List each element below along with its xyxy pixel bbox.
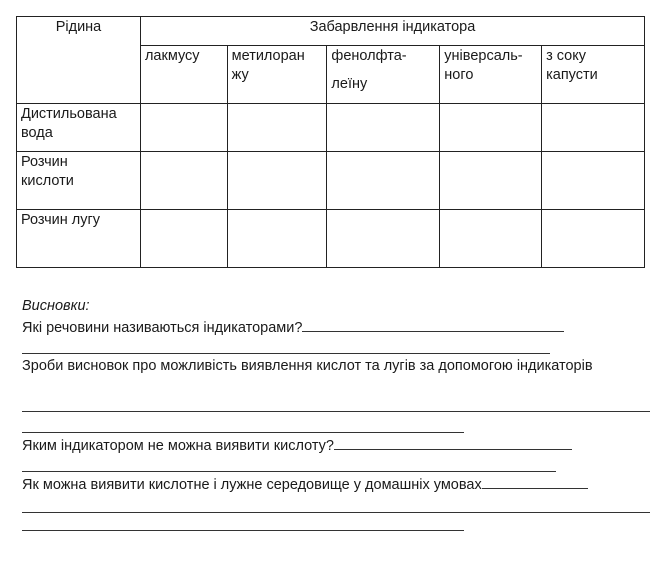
question-1-line xyxy=(22,318,564,337)
question-4-line xyxy=(22,475,588,494)
empty-cell[interactable] xyxy=(140,210,227,268)
answer-1-blank[interactable] xyxy=(302,318,564,332)
indicator-phenolphthalein-line2: леїну xyxy=(331,76,368,92)
indicator-cabbage xyxy=(542,46,645,104)
question-1: Які речовини називаються індикаторами? xyxy=(22,320,303,336)
answer-2-line-2[interactable] xyxy=(22,432,464,433)
indicator-universal-line2: ного xyxy=(444,67,474,83)
indicator-phenolphthalein-line1: фенолфта- xyxy=(331,48,407,64)
answer-1-line[interactable] xyxy=(22,353,550,354)
empty-cell[interactable] xyxy=(227,104,327,152)
answer-4-line-1[interactable] xyxy=(22,512,650,513)
header-indicator-color-text: Забарвлення індикатора xyxy=(309,19,476,35)
empty-cell[interactable] xyxy=(440,152,542,210)
empty-cell[interactable] xyxy=(227,210,327,268)
empty-cell[interactable] xyxy=(542,152,645,210)
empty-cell[interactable] xyxy=(440,210,542,268)
indicator-litmus xyxy=(140,46,227,104)
empty-cell[interactable] xyxy=(327,104,440,152)
question-4: Як можна виявити кислотне і лужне середовище у домашніх умовах xyxy=(22,477,482,493)
row-label-acid-line2: кислоти xyxy=(21,173,74,189)
empty-cell[interactable] xyxy=(542,210,645,268)
row-label-water-line1: Дистильована xyxy=(21,106,117,122)
header-liquid xyxy=(17,17,141,104)
row-label-water xyxy=(17,104,141,152)
empty-cell[interactable] xyxy=(227,152,327,210)
indicator-litmus-text: лакмусу xyxy=(144,48,200,64)
indicator-cabbage-line2: капусти xyxy=(546,67,598,83)
row-label-acid xyxy=(17,152,141,210)
question-3-line xyxy=(22,436,572,455)
row-label-alkali xyxy=(17,210,141,268)
answer-4-line-2[interactable] xyxy=(22,530,464,531)
empty-cell[interactable] xyxy=(440,104,542,152)
indicator-cabbage-line1: з соку xyxy=(546,48,587,64)
question-2: Зроби висновок про можливість виявлення кислот та лугів за допомогою індикаторів xyxy=(22,358,593,374)
indicator-methyl-orange-line1: метилоран xyxy=(231,48,305,64)
indicator-phenolphthalein xyxy=(327,46,440,104)
header-indicator-color xyxy=(140,17,644,46)
empty-cell[interactable] xyxy=(327,210,440,268)
empty-cell[interactable] xyxy=(327,152,440,210)
indicator-universal-line1: універсаль- xyxy=(444,48,523,64)
question-3: Яким індикатором не можна виявити кислоту? xyxy=(22,438,334,454)
answer-4-blank[interactable] xyxy=(482,475,588,489)
row-label-alkali-text: Розчин лугу xyxy=(21,212,101,228)
answer-3-blank[interactable] xyxy=(334,436,572,450)
table-row xyxy=(17,210,645,268)
answer-2-line-1[interactable] xyxy=(22,411,650,412)
table-row xyxy=(17,152,645,210)
empty-cell[interactable] xyxy=(140,104,227,152)
indicator-universal xyxy=(440,46,542,104)
indicator-methyl-orange-line2: жу xyxy=(231,67,249,83)
conclusions-heading: Висновки: xyxy=(22,298,90,314)
table-row xyxy=(17,104,645,152)
row-label-acid-line1: Розчин xyxy=(21,154,68,170)
empty-cell[interactable] xyxy=(542,104,645,152)
indicator-methyl-orange xyxy=(227,46,327,104)
indicator-table xyxy=(16,16,645,268)
empty-cell[interactable] xyxy=(140,152,227,210)
row-label-water-line2: вода xyxy=(21,125,53,141)
header-liquid-text: Рідина xyxy=(55,19,102,35)
answer-3-line[interactable] xyxy=(22,471,556,472)
